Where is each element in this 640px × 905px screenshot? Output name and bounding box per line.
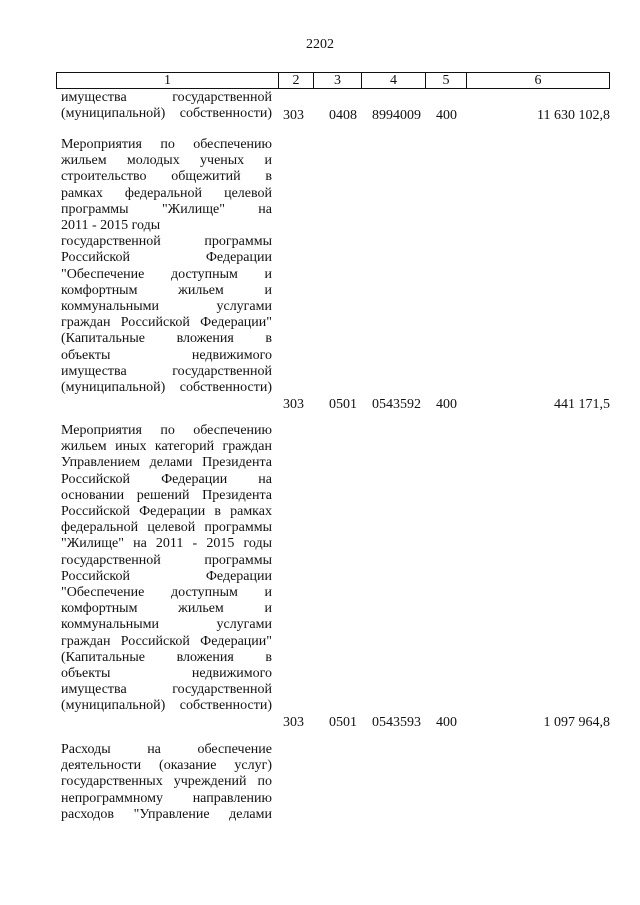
cell-col3: 0501 (329, 397, 357, 412)
table-row-description (61, 423, 272, 715)
description-line: комфортным жильем и (61, 601, 272, 617)
cell-col5: 400 (436, 108, 457, 123)
column-header-5: 5 (425, 73, 466, 88)
description-line: (муниципальной) собственности) (61, 106, 272, 122)
cell-col3: 0408 (329, 108, 357, 123)
description-line: Управлением делами Президента (61, 455, 272, 471)
description-line: 2011 - 2015 годы (61, 218, 161, 234)
description-line: жильем иных категорий граждан (61, 439, 272, 455)
cell-col4: 0543592 (372, 397, 421, 412)
description-line: коммунальными услугами (61, 299, 272, 315)
cell-col2: 303 (283, 108, 304, 123)
cell-col4: 0543593 (372, 715, 421, 730)
cell-col4: 8994009 (372, 108, 421, 123)
description-line: объекты недвижимого (61, 347, 272, 363)
description-line: основании решений Президента (61, 487, 272, 503)
description-line: непрограммному направлению (61, 790, 272, 806)
description-line: деятельности (оказание услуг) (61, 758, 272, 774)
description-line: государственных учреждений по (61, 774, 272, 790)
description-line: граждан Российской Федерации" (61, 315, 272, 331)
description-line: комфортным жильем и (61, 282, 272, 298)
description-line: имущества государственной (61, 363, 272, 379)
description-line: рамках федеральной целевой (61, 185, 272, 201)
cell-col2: 303 (283, 715, 304, 730)
description-line: федеральной целевой программы (61, 520, 272, 536)
description-line: Российской Федерации в рамках (61, 504, 272, 520)
description-line: строительство общежитий в (61, 169, 272, 185)
description-line: (муниципальной) собственности) (61, 698, 272, 714)
page-number: 2202 (306, 37, 334, 52)
description-line: государственной программы (61, 552, 272, 568)
description-line: Расходы на обеспечение (61, 742, 272, 757)
cell-col6: 1 097 964,8 (543, 715, 610, 730)
description-line: "Жилище" на 2011 - 2015 годы (61, 536, 272, 552)
cell-col6: 11 630 102,8 (537, 108, 610, 123)
description-line: "Обеспечение доступным и (61, 585, 272, 601)
description-line: Российской Федерации на (61, 471, 272, 487)
cell-col2: 303 (283, 397, 304, 412)
description-line: имущества государственной (61, 90, 272, 105)
table-header (56, 72, 610, 89)
column-header-1: 1 (164, 73, 171, 88)
description-line: (муниципальной) собственности) (61, 380, 272, 396)
table-row-description (61, 90, 272, 122)
description-line: государственной программы (61, 234, 272, 250)
description-line: жильем молодых ученых и (61, 153, 272, 169)
description-line: (Капитальные вложения в (61, 331, 272, 347)
description-line: имущества государственной (61, 682, 272, 698)
description-line: Мероприятия по обеспечению (61, 423, 272, 438)
column-header-6: 6 (466, 73, 609, 88)
column-header-3: 3 (313, 73, 361, 88)
description-line: объекты недвижимого (61, 666, 272, 682)
cell-col5: 400 (436, 715, 457, 730)
table-row-description (61, 742, 272, 823)
description-line: расходов "Управление делами (61, 806, 272, 822)
description-line: коммунальными услугами (61, 617, 272, 633)
description-line: "Обеспечение доступным и (61, 266, 272, 282)
description-line: (Капитальные вложения в (61, 649, 272, 665)
column-header-4: 4 (361, 73, 425, 88)
description-line: Российской Федерации (61, 250, 272, 266)
description-line: Российской Федерации (61, 568, 272, 584)
column-header-2: 2 (278, 73, 313, 88)
description-line: программы "Жилище" на (61, 201, 272, 217)
cell-col6: 441 171,5 (554, 397, 610, 412)
description-line: граждан Российской Федерации" (61, 633, 272, 649)
description-line: Мероприятия по обеспечению (61, 137, 272, 152)
table-row-description (61, 137, 272, 396)
cell-col5: 400 (436, 397, 457, 412)
cell-col3: 0501 (329, 715, 357, 730)
